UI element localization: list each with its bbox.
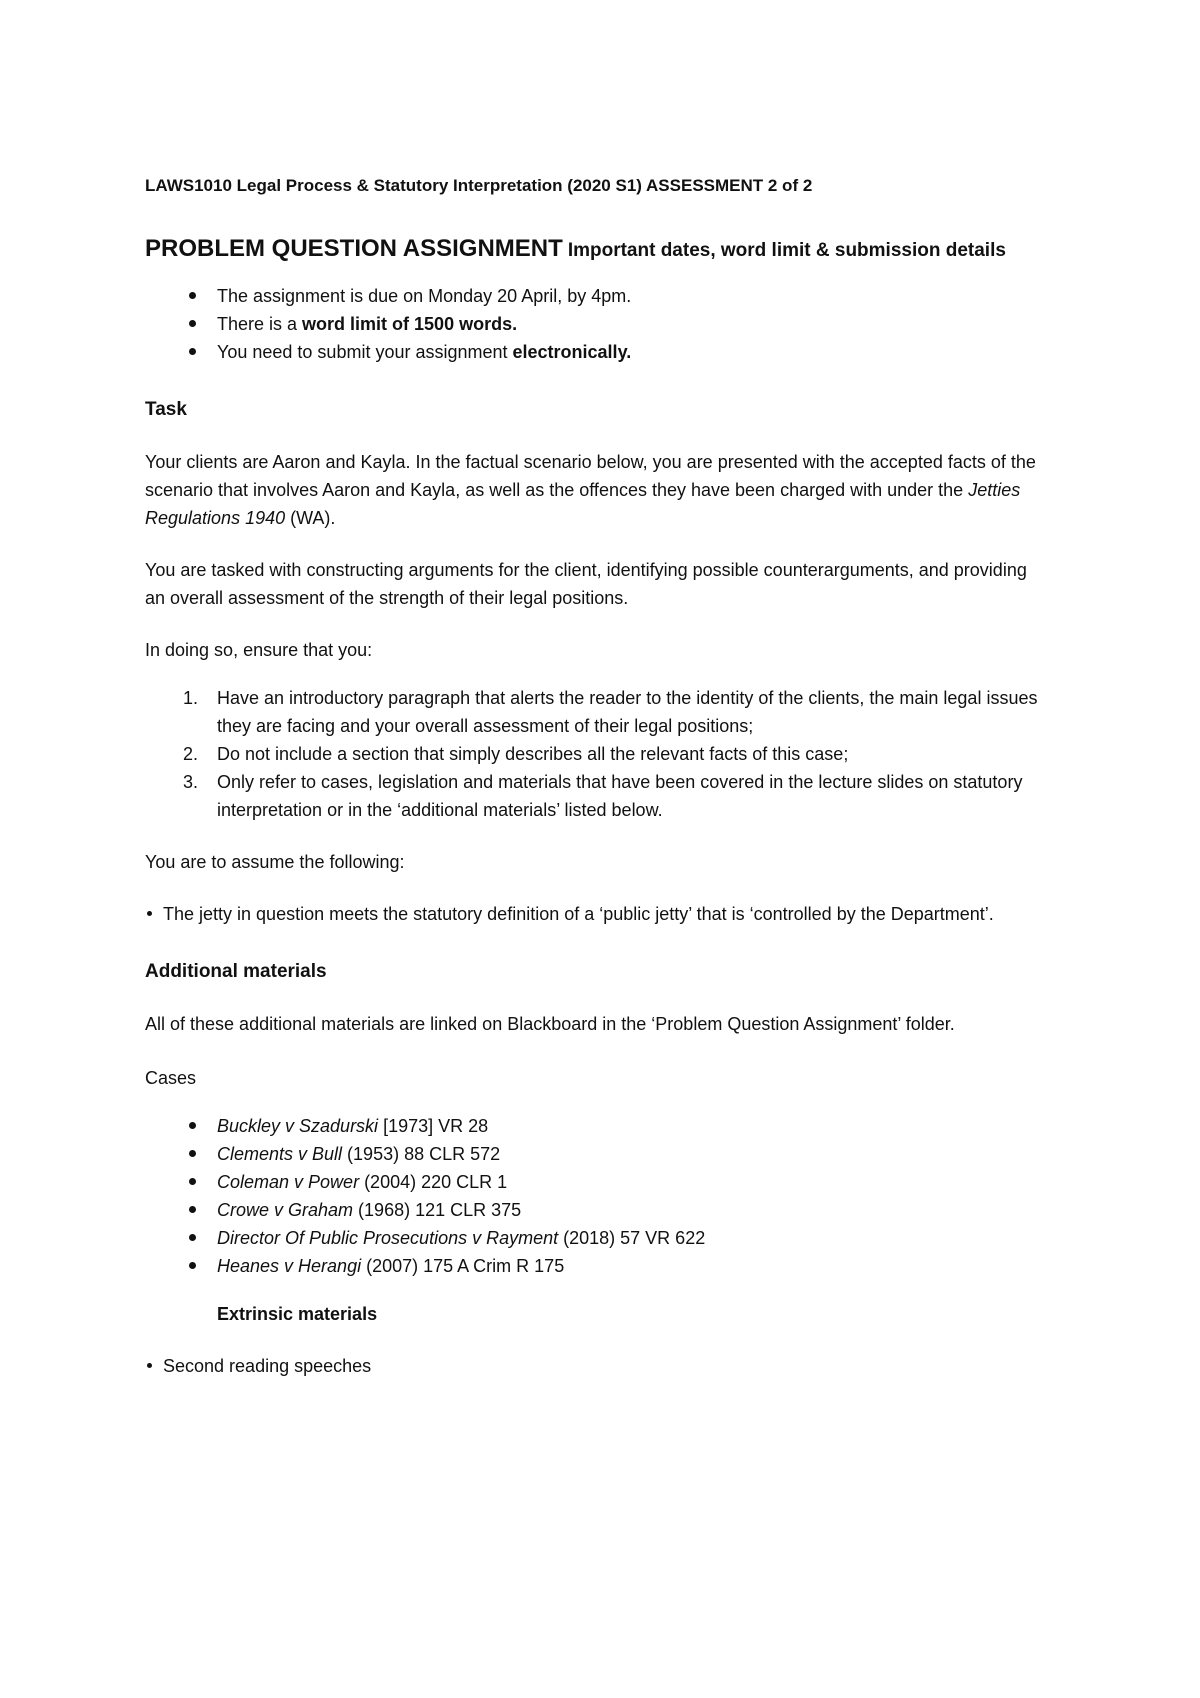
case-item: Coleman v Power (2004) 220 CLR 1 [217, 1172, 508, 1192]
extrinsic-item: Second reading speeches [145, 1352, 1045, 1380]
requirements-list [145, 684, 1045, 824]
assignment-heading [145, 234, 1045, 266]
assignment-subtitle: Important dates, word limit & submission details [567, 240, 1006, 261]
legislation-title: Jetties Regulations 1940 [145, 480, 1021, 528]
task-paragraph-2: You are tasked with constructing arguments for the client, identifying possible counterarguments, and providing an overall assessment of the strength of their legal positions. [145, 560, 1027, 608]
task-heading: Task [145, 399, 187, 420]
additional-materials-intro: All of these additional materials are linked on Blackboard in the ‘Problem Question Assignment’ folder. [145, 1014, 955, 1034]
task-paragraph-1: Your clients are Aaron and Kayla. In the factual scenario below, you are presented with the accepted facts of the scenario that involves Aaron and Kayla, as well as the offences they have been charged with under the Jetties Regulations 1940 (WA). [145, 452, 1036, 528]
key-details-list [145, 282, 1045, 366]
cases-list [145, 1112, 1045, 1280]
assumption-intro: You are to assume the following: [145, 852, 405, 872]
task-paragraph-3: In doing so, ensure that you: [145, 640, 373, 660]
case-item: Director Of Public Prosecutions v Rayment (2018) 57 VR 622 [217, 1228, 706, 1248]
list-item: You need to submit your assignment electronically. [217, 342, 632, 362]
list-item: 1. Have an introductory paragraph that alerts the reader to the identity of the clients, the main legal issues they are facing and your overall assessment of their legal positions; [183, 688, 1038, 736]
list-item: There is a word limit of 1500 words. [217, 314, 518, 334]
assignment-title: PROBLEM QUESTION ASSIGNMENT [145, 235, 563, 262]
list-item: 3. Only refer to cases, legislation and materials that have been covered in the lecture slides on statutory interpretation or in the ‘additional materials’ listed below. [183, 772, 1023, 820]
list-item: 2. Do not include a section that simply describes all the relevant facts of this case; [183, 744, 849, 764]
cases-heading: Cases [145, 1068, 197, 1088]
list-item: The assignment is due on Monday 20 April, by 4pm. [217, 286, 632, 306]
case-item: Clements v Bull (1953) 88 CLR 572 [217, 1144, 501, 1164]
course-title: LAWS1010 Legal Process & Statutory Interpretation (2020 S1) ASSESSMENT 2 of 2 [145, 176, 813, 195]
case-item: Heanes v Herangi (2007) 175 A Crim R 175 [217, 1256, 565, 1276]
case-item: Crowe v Graham (1968) 121 CLR 375 [217, 1200, 522, 1220]
document-content [145, 172, 1045, 1380]
case-item: Buckley v Szadurski [1973] VR 28 [217, 1116, 489, 1136]
additional-materials-heading: Additional materials [145, 961, 327, 982]
extrinsic-materials-heading: Extrinsic materials [217, 1304, 378, 1324]
assumption-item: The jetty in question meets the statutory definition of a ‘public jetty’ that is ‘controlled by the Department’. [145, 900, 1045, 928]
